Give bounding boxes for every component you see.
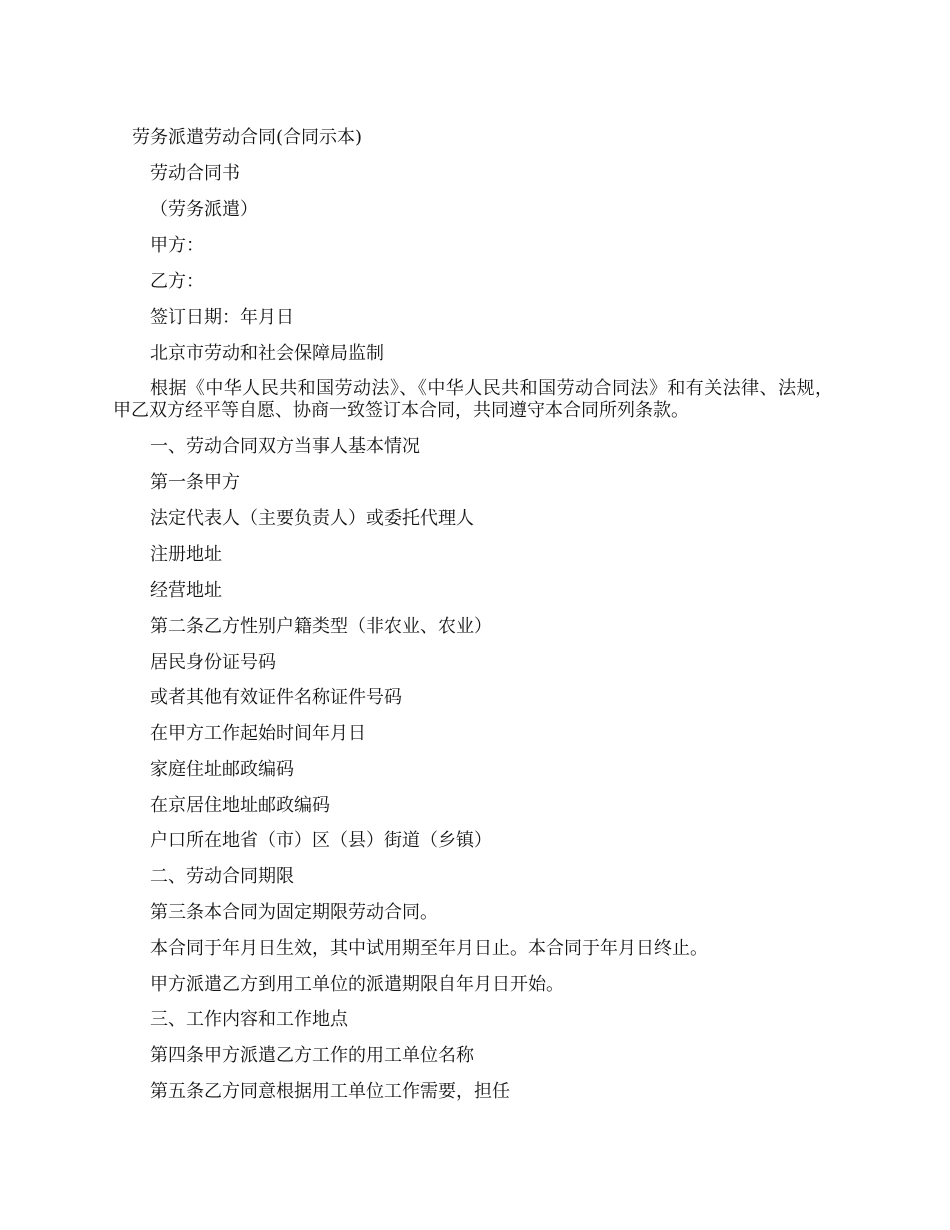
party-a-label: 甲方：: [150, 235, 204, 256]
contract-heading: 劳动合同书: [150, 163, 240, 184]
signing-date: 签订日期：年月日: [150, 307, 294, 328]
article-line: 在京居住地址邮政编码: [150, 795, 330, 816]
article-line: 第二条乙方性别户籍类型（非农业、农业）: [150, 616, 492, 637]
article-line: 甲方派遣乙方到用工单位的派遣期限自年月日开始。: [150, 974, 564, 995]
party-b-label: 乙方：: [150, 271, 204, 292]
preamble-paragraph: 根据《中华人民共和国劳动法》、《中华人民共和国劳动合同法》和有关法律、法规，甲乙双方经平等自愿、协商一致签订本合同，共同遵守本合同所列条款。: [113, 378, 833, 421]
article-line: 经营地址: [150, 580, 222, 601]
section-heading: 三、工作内容和工作地点: [150, 1009, 348, 1030]
article-line: 在甲方工作起始时间年月日: [150, 723, 366, 744]
article-line: 户口所在地省（市）区（县）街道（乡镇）: [150, 830, 492, 851]
article-line: 法定代表人（主要负责人）或委托代理人: [150, 508, 474, 529]
article-line: 第五条乙方同意根据用工单位工作需要，担任: [150, 1081, 510, 1102]
section-heading: 一、劳动合同双方当事人基本情况: [150, 436, 420, 457]
document-title: 劳务派遣劳动合同(合同示本): [132, 127, 363, 148]
article-line: 本合同于年月日生效，其中试用期至年月日止。本合同于年月日终止。: [150, 938, 708, 959]
article-line: 家庭住址邮政编码: [150, 759, 294, 780]
article-line: 注册地址: [150, 544, 222, 565]
section-heading: 二、劳动合同期限: [150, 866, 294, 887]
contract-subtitle: （劳务派遣）: [150, 199, 258, 220]
article-line: 或者其他有效证件名称证件号码: [150, 687, 402, 708]
article-line: 居民身份证号码: [150, 652, 276, 673]
supervisor-note: 北京市劳动和社会保障局监制: [150, 343, 384, 364]
article-line: 第四条甲方派遣乙方工作的用工单位名称: [150, 1045, 474, 1066]
article-line: 第一条甲方: [150, 472, 240, 493]
article-line: 第三条本合同为固定期限劳动合同。: [150, 902, 438, 923]
